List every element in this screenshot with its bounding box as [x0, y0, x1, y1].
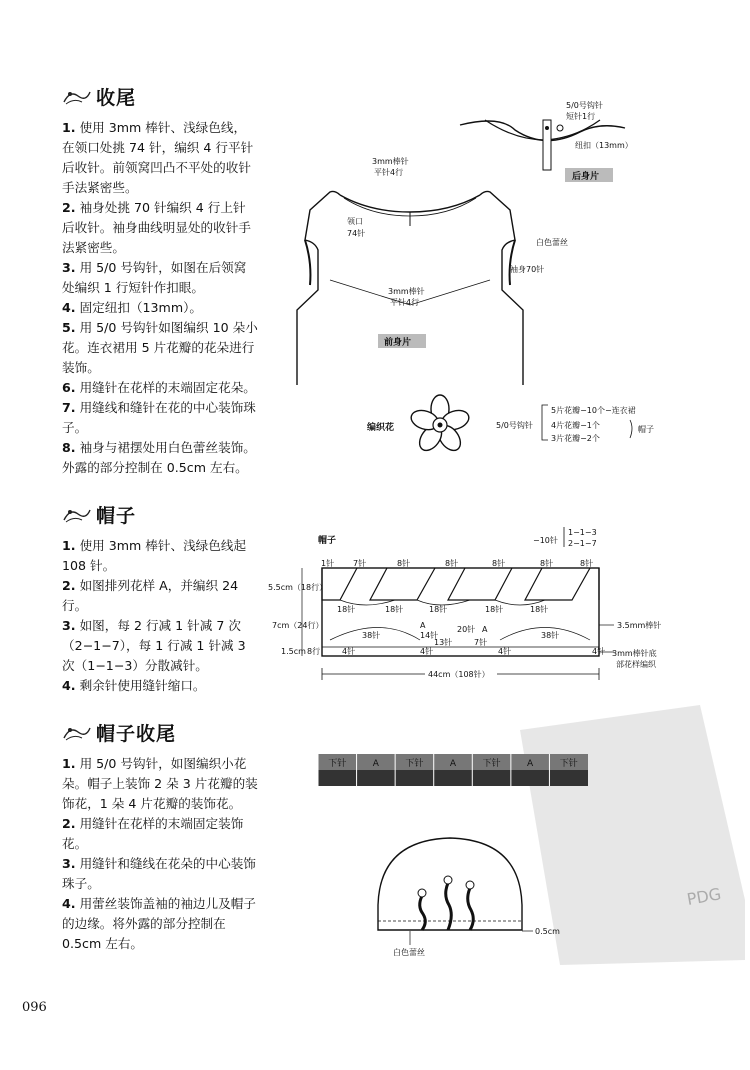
top-count: 8针 [397, 559, 411, 568]
step-number: 3. [62, 856, 76, 871]
section-title: 帽子 [96, 504, 137, 527]
flower-line-2: 4片花瓣−1个 [551, 421, 600, 430]
step-number: 4. [62, 300, 76, 315]
button-label: 纽扣（13mm） [575, 141, 633, 150]
flower-title: 编织花 [367, 423, 395, 433]
step-number: 4. [62, 896, 76, 911]
step-number: 1. [62, 120, 76, 135]
pattern-a-letter: A [420, 621, 426, 630]
step-text: 使用 3mm 棒针、浅绿色线起 108 针。 [62, 538, 247, 573]
height-15-label: 1.5cm [281, 647, 306, 656]
height-55-label: 5.5cm（18行） [268, 583, 328, 592]
rows-label: 8行 [307, 647, 321, 656]
hat-chart-diagram [268, 527, 661, 680]
step-text: 使用 3mm 棒针、浅绿色线，在领口处挑 74 针，编织 4 行平针后收针。前领窝凹凸不平处的收针手法紧密些。 [62, 120, 254, 195]
hat-chart-title: 帽子 [318, 536, 337, 546]
base-count: 4针 [420, 647, 434, 656]
base-count: 4针 [592, 647, 606, 656]
step-text: 用缝针在花样的末端固定装饰花。 [62, 816, 244, 851]
top-count: 8针 [580, 559, 594, 568]
step-text: 剩余针使用缝针缩口。 [79, 678, 206, 693]
pattern-a-letter: A [482, 625, 488, 634]
strip-cell-label: A [449, 759, 457, 769]
step-text: 固定纽扣（13mm）。 [79, 300, 202, 315]
top-count: 8针 [492, 559, 506, 568]
back-piece-title: 后身片 [572, 172, 600, 182]
watermark-text: PDG [685, 884, 723, 909]
hat-flower-label: 帽子 [638, 425, 654, 434]
neck-needle-label: 3mm棒针 [372, 157, 409, 166]
back-piece-diagram [460, 100, 633, 182]
flower-line-1: 5片花瓣−10个−连衣裙 [551, 406, 636, 415]
step-text: 如图排列花样 A，并编织 24 行。 [62, 578, 239, 613]
step-text: 用缝针在花样的末端固定花朵。 [79, 380, 256, 395]
flower-diagram [367, 395, 654, 455]
step-text: 用缝针和缝线在花朵的中心装饰珠子。 [62, 856, 256, 891]
low-left-count: 38针 [362, 631, 381, 640]
hat-diagram [378, 838, 560, 957]
back-sc-label: 短针1行 [566, 112, 596, 121]
section-title: 帽子收尾 [96, 722, 177, 745]
height-7-label: 7cm（24行） [272, 621, 324, 630]
sleeve-label: 袖身70针 [510, 265, 545, 274]
flower-icon [409, 395, 472, 455]
step-number: 2. [62, 816, 76, 831]
step-text: 用 5/0 号钩针，如图在后领窝处编织 1 行短针作扣眼。 [62, 260, 247, 295]
hat-lace-label: 白色蕾丝 [393, 948, 425, 957]
dec-left-label: −10针 [533, 536, 558, 545]
strip-cell-label: 下针 [482, 759, 501, 769]
pattern-a-13: 13针 [434, 638, 453, 647]
mid-count: 18针 [530, 605, 549, 614]
mid-count: 18针 [429, 605, 448, 614]
step-number: 3. [62, 260, 76, 275]
base-needle-label: 3mm棒针底 [612, 649, 657, 658]
needle-35-label: 3.5mm棒针 [617, 621, 662, 630]
strip-cell-label: 下针 [405, 759, 424, 769]
step-number: 5. [62, 320, 76, 335]
neck-stitches-label: 74针 [347, 229, 366, 238]
top-left-count: 1针 [321, 559, 335, 568]
step-number: 1. [62, 756, 76, 771]
pattern-a-20: 20针 [457, 625, 476, 634]
base-pattern-label: 部花样编织 [616, 660, 656, 669]
flower-line-3: 3片花瓣−2个 [551, 434, 600, 443]
section-title: 收尾 [96, 86, 137, 109]
pattern-a-14: 14针 [420, 631, 439, 640]
flower-hook-label: 5/0号钩针 [496, 421, 533, 430]
base-count: 4针 [342, 647, 356, 656]
top-count: 7针 [353, 559, 367, 568]
width-label: 44cm（108针） [428, 670, 490, 679]
top-count: 8针 [445, 559, 459, 568]
top-count: 8针 [540, 559, 554, 568]
mid-count: 18针 [485, 605, 504, 614]
neck-rows-label: 平针4行 [374, 168, 404, 177]
strip-cell-label: 下针 [559, 759, 578, 769]
mid-count: 18针 [337, 605, 356, 614]
front-piece-title: 前身片 [384, 338, 412, 348]
dec-2-label: 2−1−7 [568, 539, 597, 548]
step-number: 2. [62, 578, 76, 593]
step-text: 用缝线和缝针在花的中心装饰珠子。 [62, 400, 256, 435]
dec-1-label: 1−1−3 [568, 528, 597, 537]
step-text: 用 5/0 号钩针，如图编织小花朵。帽子上装饰 2 朵 3 片花瓣的装饰花，1 朵 4 片花瓣的装饰花。 [62, 756, 258, 811]
base-count: 4针 [498, 647, 512, 656]
hem-needle-label: 3mm棒针 [388, 287, 425, 296]
strip-cell-label: 下针 [328, 759, 347, 769]
pattern-strip [318, 754, 588, 786]
step-text: 袖身与裙摆处用白色蕾丝装饰。外露的部分控制在 0.5cm 左右。 [62, 440, 256, 475]
watermark-seal [520, 705, 745, 965]
pattern-a-7: 7针 [474, 638, 488, 647]
step-number: 4. [62, 678, 76, 693]
step-number: 6. [62, 380, 76, 395]
step-text: 袖身处挑 70 针编织 4 行上针后收针。袖身曲线明显处的收针手法紧密些。 [62, 200, 251, 255]
mid-count: 18针 [385, 605, 404, 614]
front-piece-diagram [297, 156, 568, 385]
page-number: 096 [22, 1000, 47, 1015]
neck-label: 领口 [347, 217, 363, 226]
lace-label: 白色蕾丝 [536, 238, 568, 247]
step-number: 8. [62, 440, 76, 455]
step-text: 如图，每 2 行减 1 针减 7 次（2−1−7），每 1 行减 1 针减 3 次（1−1−3）分散减针。 [62, 618, 246, 673]
step-number: 1. [62, 538, 76, 553]
brim-label: 0.5cm [535, 927, 560, 936]
step-number: 3. [62, 618, 76, 633]
step-text: 用 5/0 号钩针如图编织 10 朵小花。连衣裙用 5 片花瓣的花朵进行装饰。 [62, 320, 258, 375]
strip-cell-label: A [527, 759, 534, 769]
low-right-count: 38针 [541, 631, 560, 640]
step-number: 7. [62, 400, 76, 415]
back-hook-label: 5/0号钩针 [566, 101, 603, 110]
step-number: 2. [62, 200, 76, 215]
strip-cell-label: A [372, 759, 379, 769]
hem-rows-label: 平针4行 [390, 298, 420, 307]
step-text: 用蕾丝装饰盖袖的袖边儿及帽子的边缘。将外露的部分控制在 0.5cm 左右。 [62, 896, 256, 951]
